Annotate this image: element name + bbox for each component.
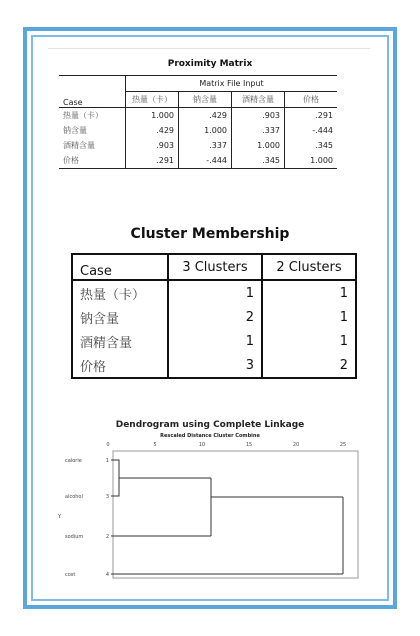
leaf-label: alcohol [65, 494, 83, 500]
cell: 1.000 [126, 108, 179, 124]
cell: .345 [232, 153, 285, 169]
cell: -.444 [179, 153, 232, 169]
row-label: 价格 [80, 359, 107, 375]
cell: 1 [262, 280, 356, 305]
cell: 2 [262, 353, 356, 378]
cell: .337 [232, 123, 285, 138]
leaf-label: cost [65, 572, 76, 578]
proximity-case-header: Case [59, 76, 126, 108]
row-label: 热量（卡） [80, 287, 146, 303]
proximity-group-header: Matrix File Input [126, 76, 338, 92]
cell: 1 [262, 305, 356, 329]
row-label: 酒精含量 [80, 335, 133, 351]
proximity-col-header: 酒精含量 [232, 92, 285, 108]
row-label: 酒精含量 [63, 141, 95, 150]
tick-label: 10 [198, 442, 206, 448]
cell: .337 [179, 138, 232, 153]
tick-label: 5 [153, 442, 157, 448]
proximity-title: Proximity Matrix [167, 59, 253, 69]
cell: -.444 [285, 123, 338, 138]
tick-label: 0 [106, 442, 110, 448]
axis-label: Y [58, 514, 62, 520]
cell: .903 [126, 138, 179, 153]
cell: .429 [179, 108, 232, 124]
dendrogram-title: Dendrogram using Complete Linkage [115, 420, 305, 430]
tick-label: 25 [339, 442, 347, 448]
proximity-col-header: 价格 [285, 92, 338, 108]
leaf-number: 2 [105, 534, 109, 540]
plot-area [113, 451, 358, 578]
row-label: 热量（卡） [63, 111, 103, 120]
cell: 2 [168, 305, 262, 329]
dendrogram-subtitle: Rescaled Distance Cluster Combine [160, 433, 260, 439]
cell: 1.000 [232, 138, 285, 153]
row-label: 钠含量 [63, 126, 87, 135]
proximity-col-header: 钠含量 [179, 92, 232, 108]
cell: 1.000 [179, 123, 232, 138]
leaf-label: calorie [65, 458, 82, 464]
leaf-number: 4 [105, 572, 109, 578]
leaf-number: 3 [105, 494, 109, 500]
cell: 1 [168, 280, 262, 305]
cell: .345 [285, 138, 338, 153]
tick-label: 20 [292, 442, 300, 448]
cell: .291 [126, 153, 179, 169]
cell: 1 [168, 329, 262, 353]
membership-title: Cluster Membership [130, 226, 290, 242]
cell: .429 [126, 123, 179, 138]
leaf-label: sodium [65, 534, 84, 540]
cell: 1.000 [285, 153, 338, 169]
cell: .291 [285, 108, 338, 124]
membership-col-header: 2 Clusters [262, 254, 356, 280]
membership-case-header: Case [72, 254, 168, 280]
tick-label: 15 [245, 442, 253, 448]
cell: .903 [232, 108, 285, 124]
row-label: 价格 [59, 153, 126, 169]
cell: 1 [262, 329, 356, 353]
membership-col-header: 3 Clusters [168, 254, 262, 280]
proximity-col-header: 热量（卡） [126, 92, 179, 108]
leaf-number: 1 [105, 458, 109, 464]
cell: 3 [168, 353, 262, 378]
row-label: 钠含量 [80, 311, 120, 327]
